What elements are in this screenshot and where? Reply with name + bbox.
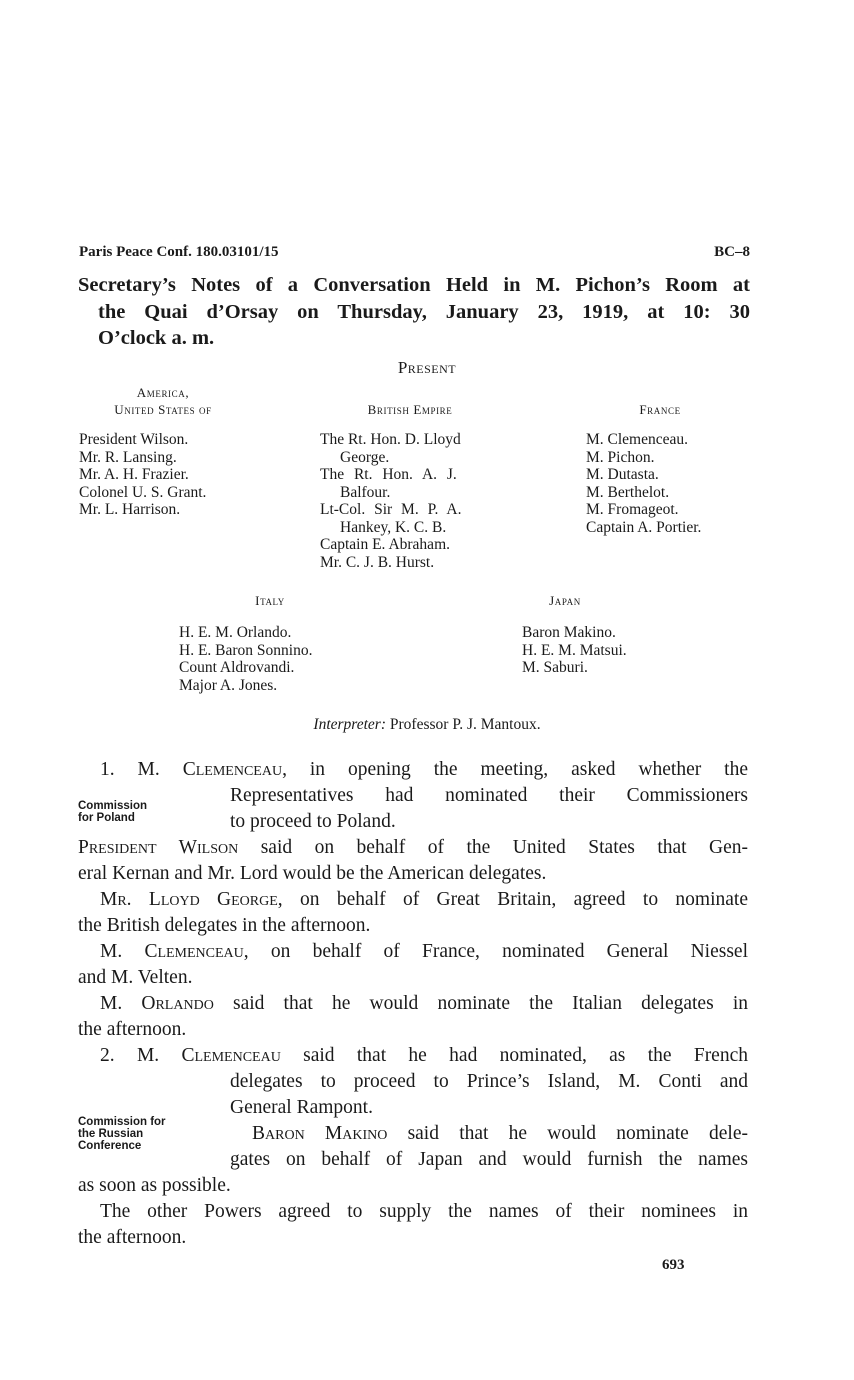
member: Mr. C. J. B. Hurst.: [320, 553, 435, 571]
member: M. Berthelot.: [586, 483, 670, 501]
paragraph-5-line-1: M. Orlando said that he would nominate the Italian delegates in: [100, 993, 749, 1014]
paragraph-7-line-1: Baron Makino said that he would nominate dele-: [252, 1123, 748, 1144]
member: Count Aldrovandi.: [179, 659, 295, 676]
member: The Rt. Hon. D. Lloyd: [320, 431, 461, 448]
member: M. Saburi.: [522, 659, 588, 676]
body-text: [78, 757, 748, 1251]
member: H. E. M. Orlando.: [179, 624, 292, 641]
america-members: [79, 431, 206, 519]
paragraph-1-line-2: Representatives had nominated their Commissioners: [230, 785, 748, 806]
british-heading: British Empire: [367, 402, 453, 417]
page-title: [78, 272, 750, 352]
member: Hankey, K. C. B.: [340, 518, 447, 536]
france-heading: France: [639, 402, 681, 417]
member: Mr. A. H. Frazier.: [79, 466, 189, 483]
present-heading: Present: [397, 358, 457, 377]
america-heading-1: America,: [136, 385, 190, 400]
member: H. E. M. Matsui.: [522, 641, 627, 659]
interpreter-name: Professor P. J. Mantoux.: [389, 716, 541, 733]
british-members: [320, 431, 461, 571]
paragraph-1-line-3: to proceed to Poland.: [230, 811, 396, 832]
member: President Wilson.: [79, 431, 189, 448]
member: Lt-Col. Sir M. P. A.: [320, 501, 462, 518]
interpreter-line: [0, 716, 854, 734]
france-members: [586, 431, 701, 536]
member: Captain A. Portier.: [586, 518, 702, 536]
title-line-1: Secretary’s Notes of a Conversation Held in M. Pichon’s Room at: [78, 274, 750, 296]
member: Colonel U. S. Grant.: [79, 483, 207, 501]
italy-heading: Italy: [255, 593, 285, 608]
title-line-3: O’clock a. m.: [98, 327, 215, 349]
japan-heading: Japan: [549, 593, 581, 608]
paragraph-7-line-2: gates on behalf of Japan and would furnish the names: [230, 1149, 748, 1170]
paragraph-1-line-1: 1. M. Clemenceau, in opening the meeting, asked whether the: [100, 759, 749, 780]
member: The Rt. Hon. A. J.: [320, 466, 457, 483]
member: Mr. L. Harrison.: [79, 501, 181, 518]
paragraph-8-line-2: the afternoon.: [78, 1227, 187, 1248]
member: Mr. R. Lansing.: [79, 448, 177, 466]
paragraph-4-line-2: and M. Velten.: [78, 967, 193, 988]
member: Captain E. Abraham.: [320, 536, 450, 553]
paragraph-2-line-2: eral Kernan and Mr. Lord would be the American delegates.: [78, 863, 547, 884]
member: George.: [340, 448, 390, 466]
member: Major A. Jones.: [179, 676, 278, 694]
paragraph-4-line-1: M. Clemenceau, on behalf of France, nominated General Niessel: [100, 941, 748, 962]
paragraph-3-line-2: the British delegates in the afternoon.: [78, 915, 371, 936]
paragraph-3-line-1: Mr. Lloyd George, on behalf of Great Britain, agreed to nominate: [100, 889, 748, 910]
italy-members: [179, 624, 312, 694]
paragraph-2-line-1: President Wilson said on behalf of the United States that Gen-: [78, 837, 748, 858]
member: M. Clemenceau.: [586, 431, 689, 448]
margin-note-russian: Commission for the Russian Conference: [78, 1116, 166, 1152]
paragraph-6-line-1: 2. M. Clemenceau said that he had nominated, as the French: [100, 1045, 748, 1066]
paragraph-5-line-2: the afternoon.: [78, 1019, 187, 1040]
paragraph-6-line-3: General Rampont.: [230, 1097, 373, 1118]
document-reference: Paris Peace Conf. 180.03101/15: [79, 244, 279, 260]
america-heading-2: United States of: [114, 402, 212, 417]
member: Baron Makino.: [522, 624, 616, 641]
interpreter-label: Interpreter:: [313, 716, 387, 733]
member: M. Fromageot.: [586, 501, 679, 518]
paragraph-6-line-2: delegates to proceed to Prince’s Island, M. Conti and: [230, 1071, 748, 1092]
japan-members: [522, 624, 627, 677]
document-code: BC–8: [714, 244, 750, 260]
delegation-america: [78, 384, 248, 418]
title-line-2: the Quai d’Orsay on Thursday, January 23, 1919, at 10: 30: [98, 300, 750, 323]
page-number: 693: [662, 1257, 685, 1273]
margin-note-poland: Commission for Poland: [78, 800, 148, 824]
paragraph-7-line-3: as soon as possible.: [78, 1175, 231, 1196]
member: Balfour.: [340, 483, 391, 501]
member: M. Dutasta.: [586, 466, 659, 483]
paragraph-8-line-1: The other Powers agreed to supply the names of their nominees in: [100, 1201, 748, 1222]
member: H. E. Baron Sonnino.: [179, 641, 313, 659]
member: M. Pichon.: [586, 448, 655, 466]
